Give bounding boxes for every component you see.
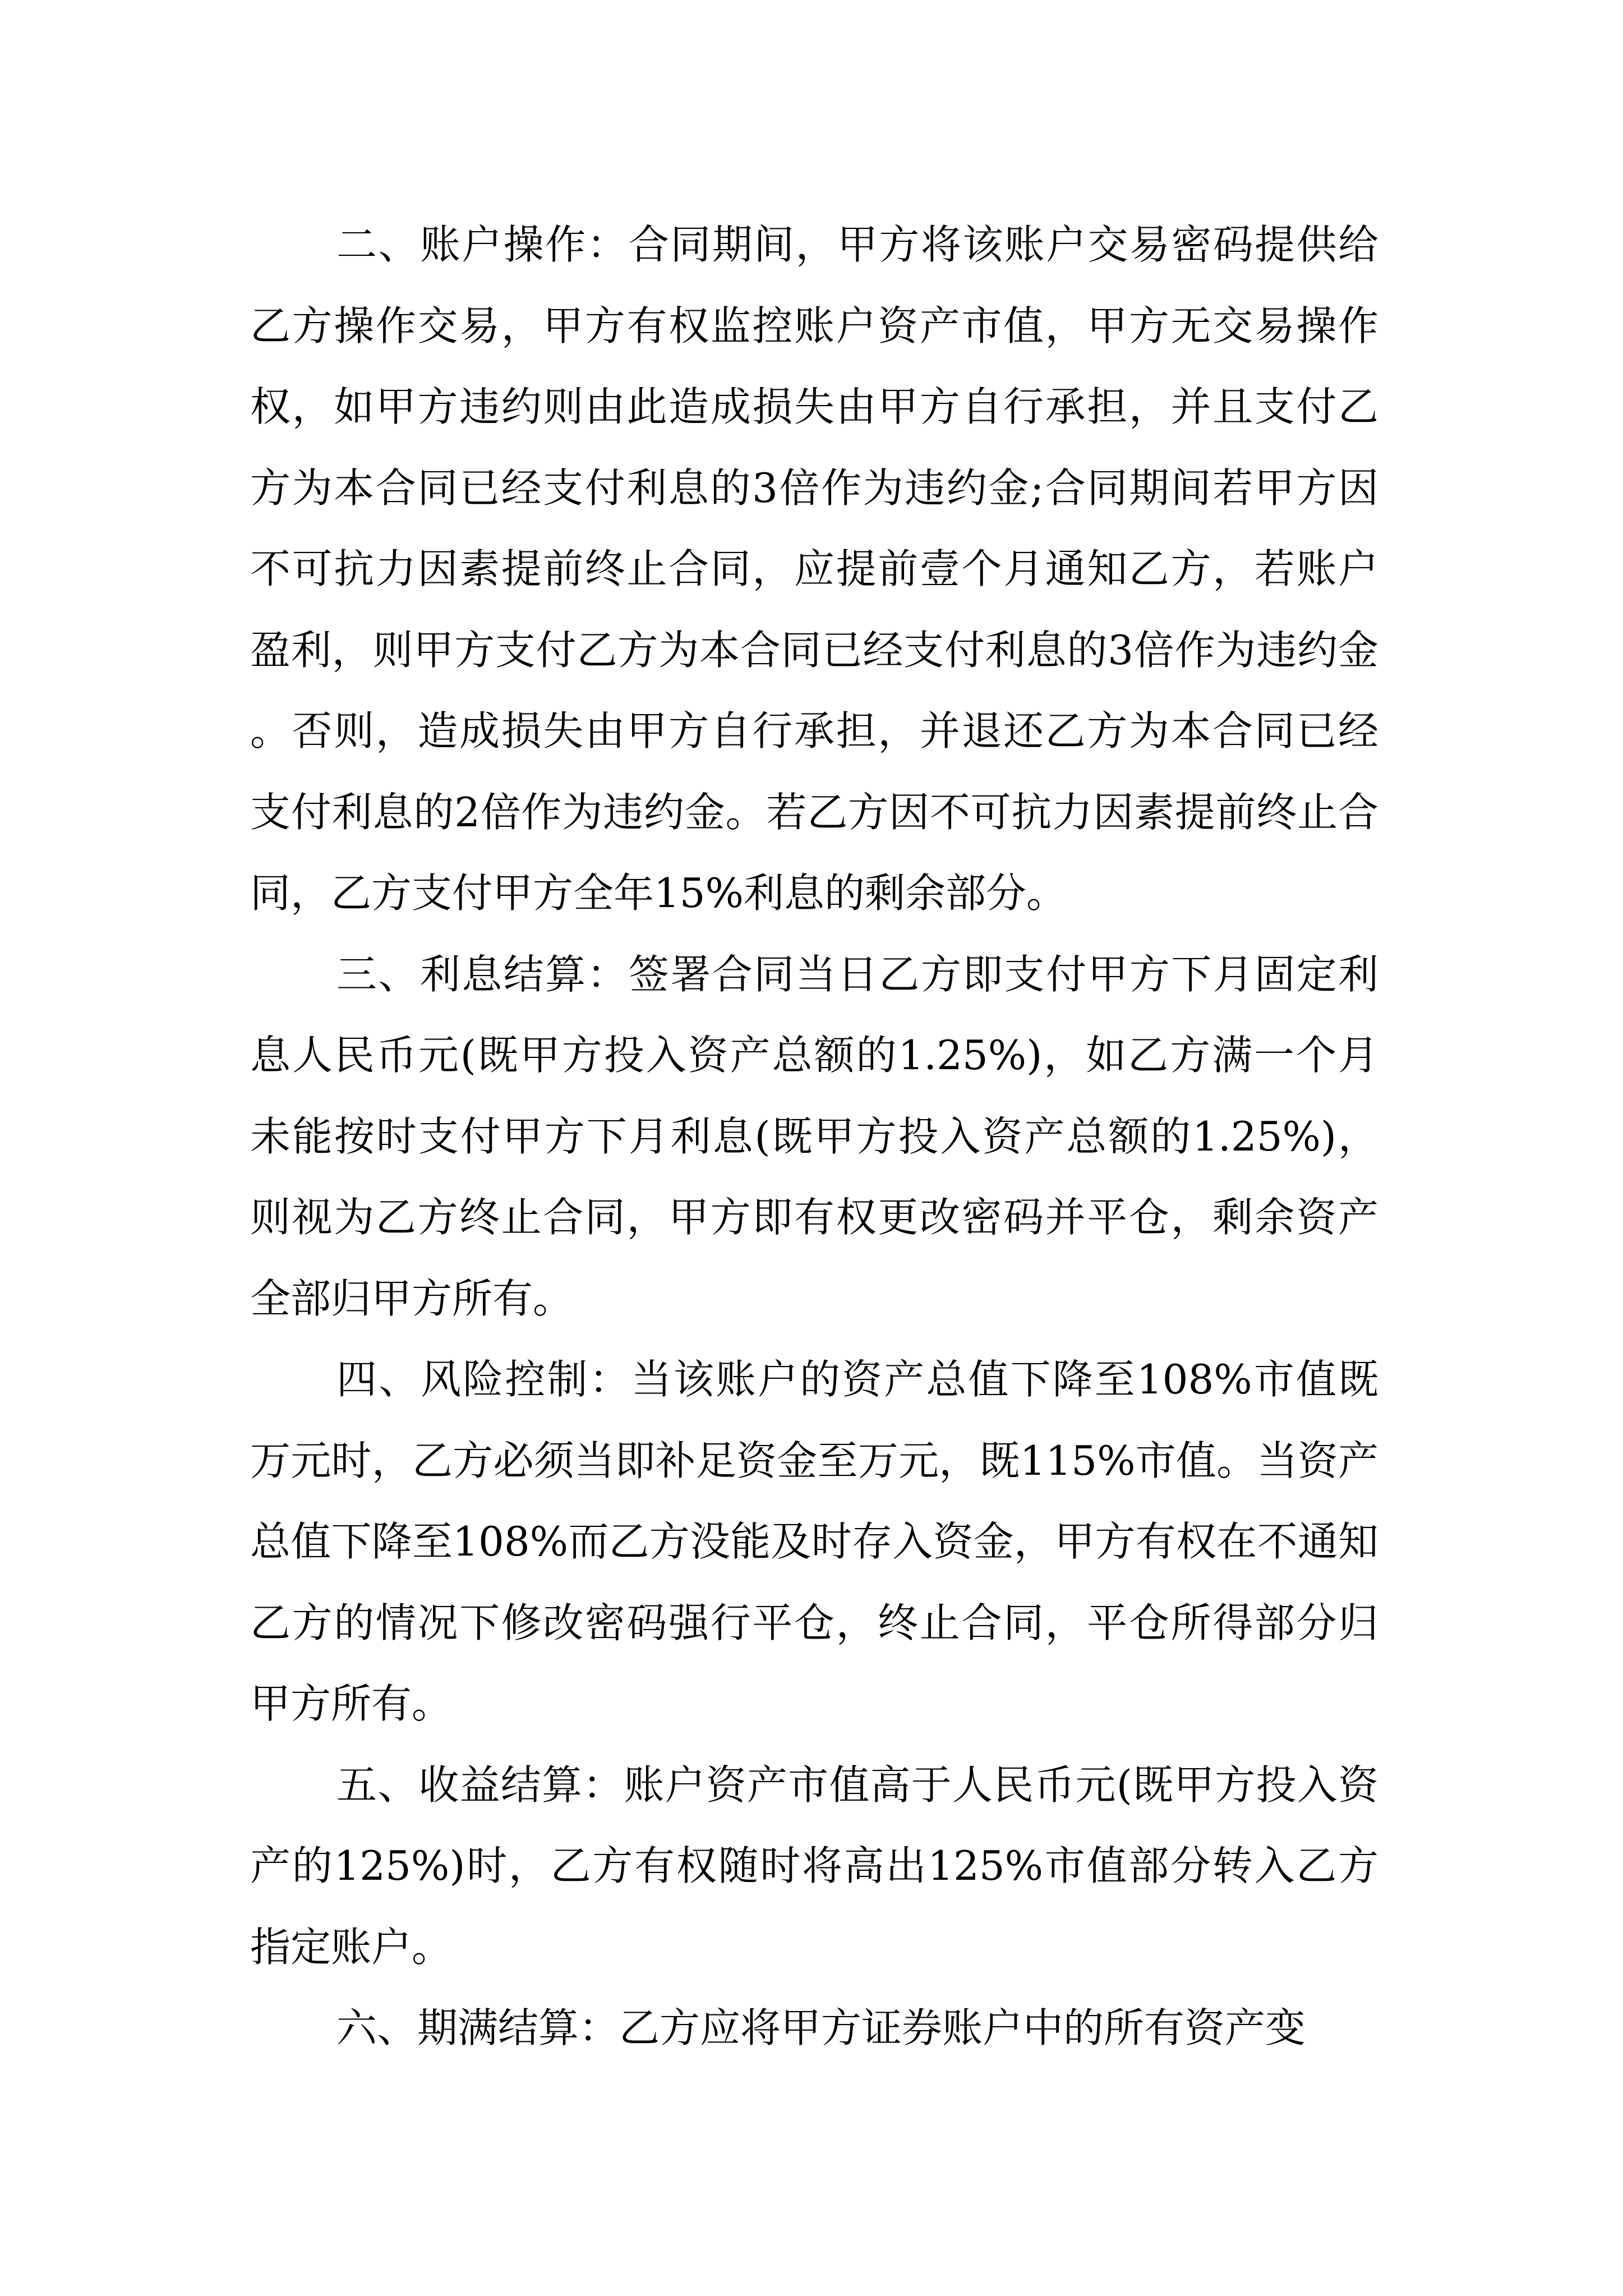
clause-interest-settlement: 三、利息结算：签署合同当日乙方即支付甲方下月固定利息人民币元(既甲方投入资产总额的1.25%)，如乙方满一个月未能按时支付甲方下月利息(既甲方投入资产总额的1.25%)，则视为乙方终止合同，甲方即有权更改密码并平仓，剩余资产全部归甲方所有。 [250, 950, 1378, 1322]
document-page [250, 204, 1378, 2069]
clause-maturity-settlement: 六、期满结算：乙方应将甲方证券账户中的所有资产变 [336, 2004, 1306, 2051]
clause-risk-control: 四、风险控制：当该账户的资产总值下降至108%市值既万元时，乙方必须当即补足资金至万元，既115%市值。当资产总值下降至108%而乙方没能及时存入资金，甲方有权在不通知乙方的情况下修改密码强行平仓，终止合同，平仓所得部分归甲方所有。 [250, 1356, 1378, 1727]
clause-account-operation: 二、账户操作：合同期间，甲方将该账户交易密码提供给乙方操作交易，甲方有权监控账户资产市值，甲方无交易操作权，如甲方违约则由此造成损失由甲方自行承担，并且支付乙方为本合同已经支付利息的3倍作为违约金;合同期间若甲方因不可抗力因素提前终止合同，应提前壹个月通知乙方，若账户盈利，则甲方支付乙方为本合同已经支付利息的3倍作为违约金。否则，造成损失由甲方自行承担，并退还乙方为本合同已经支付利息的2倍作为违约金。若乙方因不可抗力因素提前终止合同，乙方支付甲方全年15%利息的剩余部分。 [250, 221, 1378, 917]
clause-profit-settlement: 五、收益结算：账户资产市值高于人民币元(既甲方投入资产的125%)时，乙方有权随时将高出125%市值部分转入乙方指定账户。 [250, 1761, 1378, 1971]
